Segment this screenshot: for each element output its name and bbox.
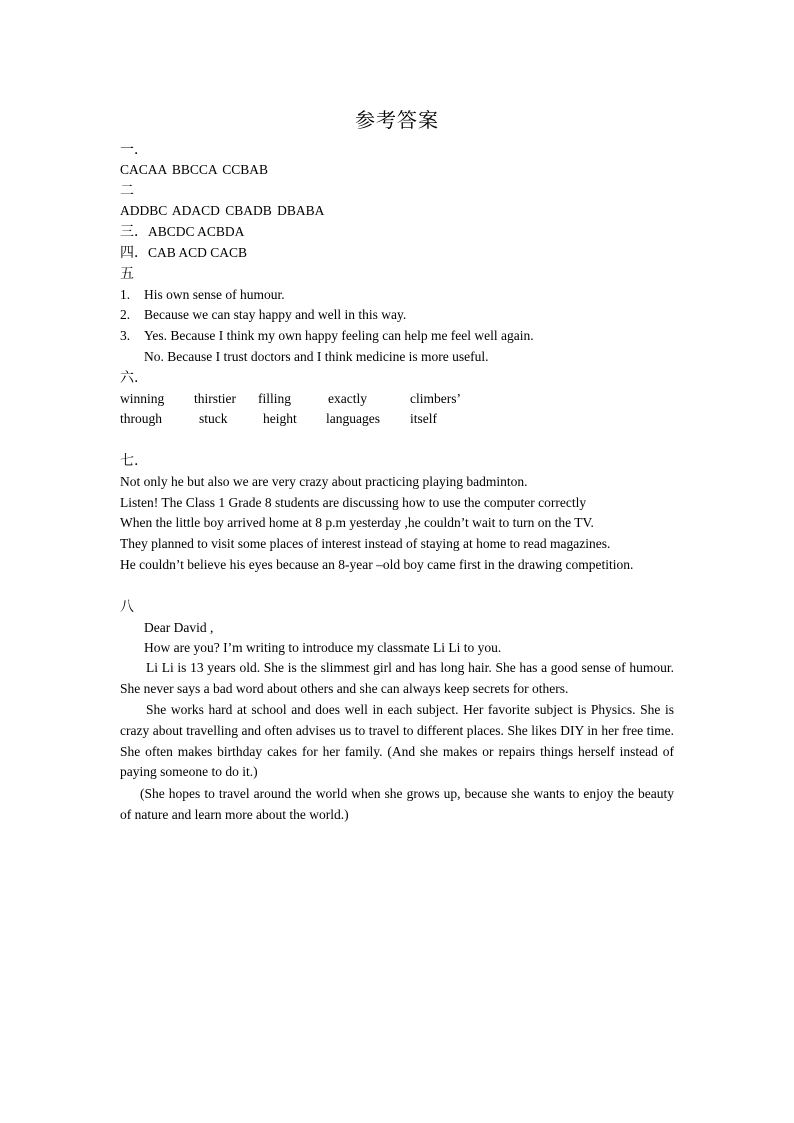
section-7-heading: 七.	[120, 453, 139, 469]
item-text: His own sense of humour.	[144, 287, 285, 302]
sentence: He couldn’t believe his eyes because an 8-year –old boy came first in the drawing competition.	[120, 557, 634, 572]
word-cell: stuck	[199, 411, 228, 426]
letter-paragraph: She works hard at school and does well in each subject. Her favorite subject is Physics. She is crazy about travelling and often advises us to travel to different places. She likes DIY in her free time. She often makes birthday cakes for her family. (And she makes or repairs things herself instead of paying someone to do it.)	[120, 702, 674, 780]
section-6-heading: 六.	[120, 370, 139, 386]
section-5-item	[120, 326, 534, 346]
word-cell: through	[120, 411, 162, 426]
sentence: Not only he but also we are very crazy about practicing playing badminton.	[120, 474, 528, 489]
word-cell: winning	[120, 391, 165, 406]
item-number: 3.	[120, 328, 131, 343]
item-text: Yes. Because I think my own happy feeling can help me feel well again.	[144, 328, 534, 343]
section-3-answers: ABCDC ACBDA	[148, 224, 245, 239]
section-5-item	[120, 305, 406, 325]
sentence: They planned to visit some places of interest instead of staying at home to read magazines.	[120, 536, 611, 551]
section-5-extra: No. Because I trust doctors and I think medicine is more useful.	[144, 349, 489, 364]
section-5-heading: 五	[120, 266, 134, 282]
word-cell: climbers’	[410, 391, 461, 406]
item-number: 1.	[120, 287, 131, 302]
section-4-line	[120, 243, 247, 263]
section-5-item	[120, 285, 285, 305]
section-1-answers: CACAA BBCCA CCBAB	[120, 162, 269, 177]
word-cell: thirstier	[194, 391, 236, 406]
item-number: 2.	[120, 307, 131, 322]
letter-paragraph: (She hopes to travel around the world when she grows up, because she wants to enjoy the beauty of nature and learn more about the world.)	[120, 786, 674, 822]
section-3-heading: 三．	[120, 224, 148, 240]
item-text: Because we can stay happy and well in this way.	[144, 307, 407, 322]
letter-paragraph: Li Li is 13 years old. She is the slimmest girl and has long hair. She has a good sense of humour. She never says a bad word about others and she can always keep secrets for others.	[120, 660, 674, 696]
letter-paragraph: How are you? I’m writing to introduce my classmate Li Li to you.	[144, 640, 502, 655]
word-cell: languages	[326, 411, 380, 426]
word-cell: itself	[410, 411, 437, 426]
section-4-answers: CAB ACD CACB	[148, 245, 248, 260]
section-1-heading: 一．	[120, 142, 148, 158]
sentence: When the little boy arrived home at 8 p.m yesterday ,he couldn’t wait to turn on the TV.	[120, 515, 594, 530]
word-cell: height	[263, 411, 297, 426]
section-3-line	[120, 222, 244, 242]
section-4-heading: 四．	[120, 245, 148, 261]
letter-greeting: Dear David ,	[144, 620, 214, 635]
page-title: 参考答案	[355, 108, 439, 132]
word-cell: filling	[258, 391, 291, 406]
section-2-heading: 二	[120, 183, 134, 199]
section-2-answers: ADDBC ADACD CBADB DBABA	[120, 203, 325, 218]
section-8-heading: 八	[120, 599, 134, 615]
sentence: Listen! The Class 1 Grade 8 students are discussing how to use the computer correctly	[120, 495, 587, 510]
word-cell: exactly	[328, 391, 367, 406]
